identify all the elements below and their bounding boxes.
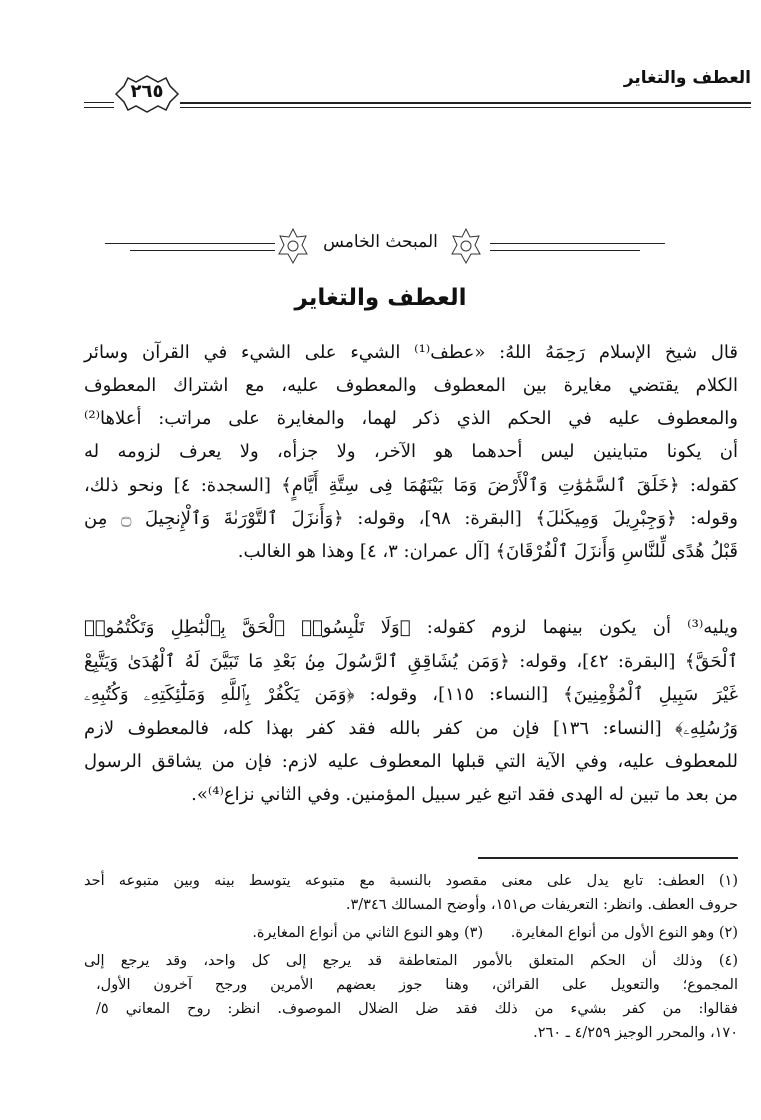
footnote-line: حروف العطف. وانظر: التعريفات ص١٥١، وأوضح المسالك ٣/٣٤٦. <box>345 897 738 913</box>
body-line: أن يكونا متباينين ليس أحدهما هو الآخر، ولا جزأه، ولا يعرف لزومه له <box>84 441 738 462</box>
body-line: قال شيخ الإسلام رَحِمَهُ اللهُ: «عطف⁽¹⁾ الشيء على الشيء في القرآن وسائر <box>84 342 739 363</box>
page-number: ٢٦٥ <box>130 81 164 102</box>
body-line: ويليه⁽³⁾ أن يكون بينهما لزوم كقوله: ﴿وَلَا تَلْبِسُوا۟ ٱلْحَقَّ بِٱلْبَٰطِلِ وَتَكْتُمُوا۟ <box>84 617 738 638</box>
footnote-line: (١) العطف: تابع يدل على معنى مقصود بالنسبة مع متبوعه يتوسط بينه وبين متبوعه أحد <box>84 873 738 889</box>
footnote-separator <box>478 857 738 859</box>
footnote-line: فقالوا: من كفر بشيء من ذلك فقد ضل الضلال الموصوف. انظر: روح المعاني ٥/ <box>96 1001 738 1017</box>
header-rule <box>180 102 751 104</box>
footnote-line: المجموع؛ والتعويل على القرائن، وهنا جوز بعضهم الأمرين ورجح آخرون الأول، <box>96 977 738 993</box>
footnote-line: (٢) وهو النوع الأول من أنواع المغايرة. (٣) وهو النوع الثاني من أنواع المغايرة. <box>252 925 738 941</box>
running-title: العطف والتغاير <box>623 68 751 88</box>
header-rule-left-2 <box>84 107 114 108</box>
body-line: والمعطوف عليه في الحكم الذي ذكر لهما، والمغايرة على مراتب: أعلاها⁽²⁾ <box>84 408 738 429</box>
body-line: قَبْلُ هُدًى لِّلنَّاسِ وَأَنزَلَ ٱلْفُرْقَانَ﴾ [آل عمران: ٣، ٤] وهذا هو الغالب. <box>237 541 738 562</box>
footnote-line: (٤) وذلك أن الحكم المتعلق بالأمور المتعاطفة قد يرجع إلى كل واحد، وقد يرجع إلى <box>84 953 738 969</box>
body-line: وَرُسُلِهِۦ﴾ [النساء: ١٣٦] فإن من كفر بالله فقد كفر بهذا كله، فالمعطوف لازم <box>84 718 738 739</box>
body-line: من بعد ما تبين له الهدى فقد اتبع غير سبيل المؤمنين. وفي الثاني نزاع⁽⁴⁾». <box>191 784 738 805</box>
body-line: وقوله: ﴿وَجِبْرِيلَ وَمِيكَىٰلَ﴾ [البقرة: ٩٨]، وقوله: ﴿وَأَنزَلَ ٱلتَّوْرَىٰةَ وَٱلْإِنجِيلَ ۝ مِن <box>84 508 738 529</box>
body-line: للمعطوف عليه، وفي الآية التي قبلها المعطوف عليه لازم: فإن من يشاقق الرسول <box>84 751 738 772</box>
body-line: الكلام يقتضي مغايرة بين المعطوف والمعطوف عليه، مع اشتراك المعطوف <box>84 375 738 396</box>
header-rule-thin <box>180 107 751 108</box>
chapter-title: العطف والتغاير <box>294 285 467 311</box>
body-line: ٱلْحَقَّ﴾ [البقرة: ٤٢]، وقوله: ﴿وَمَن يُشَاقِقِ ٱلرَّسُولَ مِنۢ بَعْدِ مَا تَبَيَّنَ لَهُ ٱلْهُدَىٰ وَيَتَّبِعْ <box>84 651 738 672</box>
body-line: كقوله: ﴿خَلَقَ ٱلسَّمَٰوَٰتِ وَٱلْأَرْضَ وَمَا بَيْنَهُمَا فِى سِتَّةِ أَيَّامٍ﴾ [السجدة: ٤] ونحو ذلك، <box>84 475 738 496</box>
footnote-line: ١٧٠، والمحرر الوجيز ٤/٢٥٩ ـ ٢٦٠. <box>533 1025 738 1041</box>
section-label: المبحث الخامس <box>323 232 438 252</box>
header-rule-left <box>84 102 114 103</box>
body-line: غَيْرَ سَبِيلِ ٱلْمُؤْمِنِينَ﴾ [النساء: ١١٥]، وقوله: ﴿وَمَن يَكْفُرْ بِٱللَّهِ وَمَلَٰٓئِكَتِهِۦ وَكُتُبِهِۦ <box>84 684 738 705</box>
